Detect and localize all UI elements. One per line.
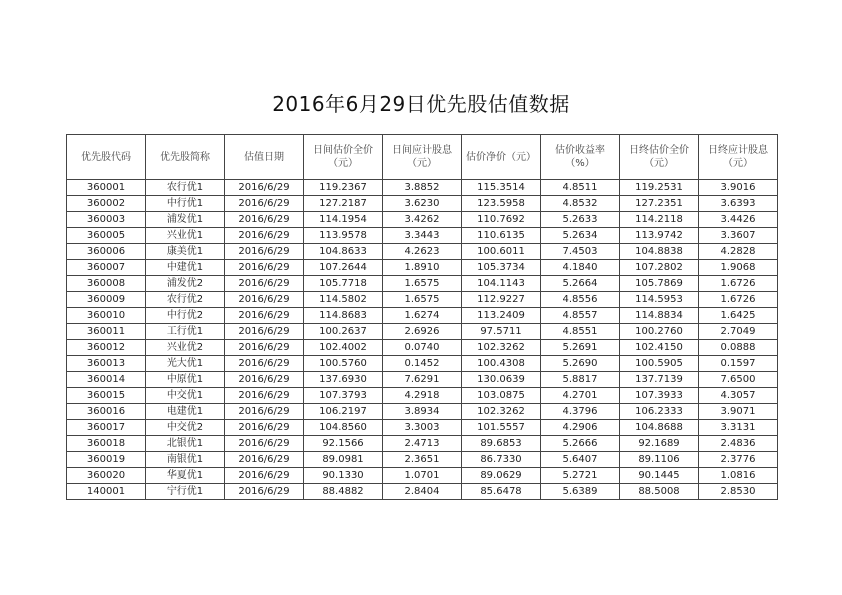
table-cell: 7.4503 (541, 244, 620, 260)
table-cell: 中交优1 (146, 388, 225, 404)
column-header-text: （%） (565, 158, 595, 169)
table-row (67, 420, 778, 436)
table-cell: 360007 (67, 260, 146, 276)
table-cell: 360016 (67, 404, 146, 420)
table-cell: 103.0875 (462, 388, 541, 404)
table-cell: 0.0740 (383, 340, 462, 356)
table-cell: 2016/6/29 (225, 324, 304, 340)
table-cell: 4.8556 (541, 292, 620, 308)
table-cell: 4.2906 (541, 420, 620, 436)
column-header-text: 日间应计股息 (392, 145, 452, 156)
table-row (67, 324, 778, 340)
table-cell: 中交优2 (146, 420, 225, 436)
table-cell: 360006 (67, 244, 146, 260)
table-cell: 3.3131 (699, 420, 778, 436)
table-cell: 1.9068 (699, 260, 778, 276)
table-cell: 4.8532 (541, 196, 620, 212)
table-cell: 1.0701 (383, 468, 462, 484)
table-cell: 100.6011 (462, 244, 541, 260)
table-cell: 农行优2 (146, 292, 225, 308)
table-cell: 2016/6/29 (225, 180, 304, 196)
table-cell: 89.6853 (462, 436, 541, 452)
table-cell: 2.3776 (699, 452, 778, 468)
table-row (67, 180, 778, 196)
table-cell: 2016/6/29 (225, 340, 304, 356)
table-cell: 1.0816 (699, 468, 778, 484)
table-cell: 3.4262 (383, 212, 462, 228)
table-row (67, 260, 778, 276)
table-cell: 1.6726 (699, 292, 778, 308)
column-header-text: 估价净价（元） (466, 151, 536, 163)
column-header-text: （元） (723, 158, 753, 169)
table-cell: 100.2760 (620, 324, 699, 340)
table-cell: 88.4882 (304, 484, 383, 500)
table-header-row (67, 135, 778, 180)
table-cell: 102.4002 (304, 340, 383, 356)
table-cell: 360019 (67, 452, 146, 468)
table-cell: 3.3443 (383, 228, 462, 244)
table-cell: 112.9227 (462, 292, 541, 308)
table-cell: 3.9016 (699, 180, 778, 196)
table-row (67, 404, 778, 420)
table-cell: 兴业优2 (146, 340, 225, 356)
table-row (67, 340, 778, 356)
table-cell: 南银优1 (146, 452, 225, 468)
column-header (146, 135, 225, 180)
table-cell: 北银优1 (146, 436, 225, 452)
table-cell: 127.2187 (304, 196, 383, 212)
column-header (620, 135, 699, 180)
table-row (67, 372, 778, 388)
table-cell: 2016/6/29 (225, 484, 304, 500)
table-cell: 100.5760 (304, 356, 383, 372)
table-cell: 2016/6/29 (225, 212, 304, 228)
table-cell: 360020 (67, 468, 146, 484)
table-cell: 2.8404 (383, 484, 462, 500)
table-cell: 360005 (67, 228, 146, 244)
table-cell: 4.8511 (541, 180, 620, 196)
table-cell: 106.2197 (304, 404, 383, 420)
valuation-table (66, 134, 778, 500)
table-cell: 110.6135 (462, 228, 541, 244)
column-header-text: 日终估价全价 (629, 145, 689, 156)
column-header (462, 135, 541, 180)
table-row (67, 196, 778, 212)
table-cell: 100.5905 (620, 356, 699, 372)
table-cell: 102.3262 (462, 340, 541, 356)
column-header (225, 135, 304, 180)
table-cell: 2016/6/29 (225, 420, 304, 436)
table-cell: 92.1689 (620, 436, 699, 452)
table-row (67, 468, 778, 484)
table-cell: 140001 (67, 484, 146, 500)
table-cell: 中建优1 (146, 260, 225, 276)
table-cell: 3.6230 (383, 196, 462, 212)
table-cell: 2.4713 (383, 436, 462, 452)
table-cell: 3.8852 (383, 180, 462, 196)
table-cell: 中行优1 (146, 196, 225, 212)
table-cell: 4.2701 (541, 388, 620, 404)
table-cell: 104.1143 (462, 276, 541, 292)
table-cell: 2016/6/29 (225, 308, 304, 324)
table-cell: 360009 (67, 292, 146, 308)
table-cell: 2.8530 (699, 484, 778, 500)
table-cell: 3.3607 (699, 228, 778, 244)
table-cell: 102.4150 (620, 340, 699, 356)
table-cell: 100.2637 (304, 324, 383, 340)
table-cell: 113.9742 (620, 228, 699, 244)
table-cell: 2016/6/29 (225, 292, 304, 308)
table-cell: 88.5008 (620, 484, 699, 500)
table-cell: 3.4426 (699, 212, 778, 228)
table-cell: 1.6575 (383, 292, 462, 308)
table-cell: 360001 (67, 180, 146, 196)
table-cell: 97.5711 (462, 324, 541, 340)
table-cell: 123.5958 (462, 196, 541, 212)
table-cell: 89.1106 (620, 452, 699, 468)
table-row (67, 212, 778, 228)
table-cell: 兴业优1 (146, 228, 225, 244)
table-cell: 7.6291 (383, 372, 462, 388)
column-header (67, 135, 146, 180)
table-cell: 2.3651 (383, 452, 462, 468)
table-cell: 华夏优1 (146, 468, 225, 484)
table-row (67, 228, 778, 244)
table-cell: 1.6425 (699, 308, 778, 324)
table-cell: 电建优1 (146, 404, 225, 420)
table-cell: 104.8688 (620, 420, 699, 436)
table-cell: 2016/6/29 (225, 436, 304, 452)
table-cell: 2016/6/29 (225, 244, 304, 260)
table-row (67, 484, 778, 500)
table-row (67, 388, 778, 404)
table-cell: 5.2690 (541, 356, 620, 372)
table-cell: 104.8560 (304, 420, 383, 436)
table-cell: 360011 (67, 324, 146, 340)
table-cell: 113.2409 (462, 308, 541, 324)
table-cell: 2016/6/29 (225, 260, 304, 276)
table-cell: 104.8633 (304, 244, 383, 260)
table-cell: 浦发优2 (146, 276, 225, 292)
table-row (67, 452, 778, 468)
table-cell: 2.7049 (699, 324, 778, 340)
table-cell: 119.2367 (304, 180, 383, 196)
table-cell: 102.3262 (462, 404, 541, 420)
table-cell: 360002 (67, 196, 146, 212)
column-header-text: 日间估价全价 (313, 145, 373, 156)
table-cell: 107.3933 (620, 388, 699, 404)
table-cell: 2016/6/29 (225, 228, 304, 244)
table-cell: 4.8557 (541, 308, 620, 324)
table-cell: 115.3514 (462, 180, 541, 196)
table-row (67, 436, 778, 452)
table-cell: 360012 (67, 340, 146, 356)
table-cell: 康美优1 (146, 244, 225, 260)
table-cell: 3.8934 (383, 404, 462, 420)
column-header (383, 135, 462, 180)
table-cell: 4.2623 (383, 244, 462, 260)
table-cell: 137.7139 (620, 372, 699, 388)
table-cell: 4.3796 (541, 404, 620, 420)
table-cell: 1.6575 (383, 276, 462, 292)
column-header-text: 估值日期 (244, 151, 284, 163)
table-row (67, 308, 778, 324)
table-row (67, 276, 778, 292)
column-header-text: 优先股简称 (160, 151, 210, 163)
table-cell: 7.6500 (699, 372, 778, 388)
table-cell: 2016/6/29 (225, 372, 304, 388)
table-cell: 5.2634 (541, 228, 620, 244)
table-cell: 105.7718 (304, 276, 383, 292)
table-cell: 114.8683 (304, 308, 383, 324)
table-cell: 107.3793 (304, 388, 383, 404)
table-cell: 107.2644 (304, 260, 383, 276)
table-cell: 1.6274 (383, 308, 462, 324)
table-cell: 100.4308 (462, 356, 541, 372)
table-cell: 110.7692 (462, 212, 541, 228)
table-cell: 119.2531 (620, 180, 699, 196)
table-cell: 5.2664 (541, 276, 620, 292)
table-row (67, 244, 778, 260)
table-cell: 4.3057 (699, 388, 778, 404)
table-cell: 105.3734 (462, 260, 541, 276)
table-cell: 2016/6/29 (225, 468, 304, 484)
table-cell: 89.0629 (462, 468, 541, 484)
table-cell: 0.0888 (699, 340, 778, 356)
table-cell: 106.2333 (620, 404, 699, 420)
page-title: 2016年6月29日优先股估值数据 (272, 92, 570, 116)
table-cell: 2.6926 (383, 324, 462, 340)
table-cell: 5.6407 (541, 452, 620, 468)
table-cell: 130.0639 (462, 372, 541, 388)
table-cell: 3.6393 (699, 196, 778, 212)
table-cell: 4.8551 (541, 324, 620, 340)
column-header-text: 估价收益率 (555, 145, 605, 156)
column-header (699, 135, 778, 180)
table-row (67, 356, 778, 372)
column-header-text: 日终应计股息 (708, 145, 768, 156)
table-cell: 360014 (67, 372, 146, 388)
table-cell: 2016/6/29 (225, 404, 304, 420)
table-cell: 0.1597 (699, 356, 778, 372)
table-cell: 浦发优1 (146, 212, 225, 228)
table-cell: 360010 (67, 308, 146, 324)
table-cell: 4.1840 (541, 260, 620, 276)
table-cell: 114.5953 (620, 292, 699, 308)
table-cell: 90.1330 (304, 468, 383, 484)
table-cell: 工行优1 (146, 324, 225, 340)
table-cell: 3.9071 (699, 404, 778, 420)
table-cell: 5.2721 (541, 468, 620, 484)
table-cell: 2.4836 (699, 436, 778, 452)
table-cell: 107.2802 (620, 260, 699, 276)
table-cell: 89.0981 (304, 452, 383, 468)
table-cell: 5.2691 (541, 340, 620, 356)
table-cell: 0.1452 (383, 356, 462, 372)
table-cell: 5.6389 (541, 484, 620, 500)
table-cell: 1.6726 (699, 276, 778, 292)
table-cell: 宁行优1 (146, 484, 225, 500)
table-row (67, 292, 778, 308)
table-cell: 360008 (67, 276, 146, 292)
table-cell: 114.2118 (620, 212, 699, 228)
table-cell: 4.2828 (699, 244, 778, 260)
column-header-text: （元） (644, 158, 674, 169)
table-cell: 92.1566 (304, 436, 383, 452)
table-cell: 90.1445 (620, 468, 699, 484)
table-cell: 中行优2 (146, 308, 225, 324)
table-cell: 127.2351 (620, 196, 699, 212)
table-cell: 114.1954 (304, 212, 383, 228)
table-cell: 360017 (67, 420, 146, 436)
table-cell: 360003 (67, 212, 146, 228)
table-cell: 137.6930 (304, 372, 383, 388)
table-cell: 中原优1 (146, 372, 225, 388)
table-cell: 101.5557 (462, 420, 541, 436)
table-cell: 360015 (67, 388, 146, 404)
table-cell: 4.2918 (383, 388, 462, 404)
table-cell: 农行优1 (146, 180, 225, 196)
table-cell: 2016/6/29 (225, 452, 304, 468)
column-header-text: 优先股代码 (81, 151, 131, 163)
table-cell: 85.6478 (462, 484, 541, 500)
column-header-text: （元） (328, 158, 358, 169)
table-cell: 113.9578 (304, 228, 383, 244)
table-cell: 2016/6/29 (225, 196, 304, 212)
column-header (304, 135, 383, 180)
table-cell: 114.5802 (304, 292, 383, 308)
table-cell: 114.8834 (620, 308, 699, 324)
table-cell: 5.8817 (541, 372, 620, 388)
column-header (541, 135, 620, 180)
table-cell: 2016/6/29 (225, 276, 304, 292)
table-cell: 360013 (67, 356, 146, 372)
column-header-text: （元） (407, 158, 437, 169)
table-cell: 3.3003 (383, 420, 462, 436)
table-cell: 105.7869 (620, 276, 699, 292)
table-cell: 360018 (67, 436, 146, 452)
table-cell: 5.2633 (541, 212, 620, 228)
table-cell: 2016/6/29 (225, 388, 304, 404)
table-cell: 5.2666 (541, 436, 620, 452)
table-cell: 104.8838 (620, 244, 699, 260)
table-cell: 1.8910 (383, 260, 462, 276)
table-cell: 光大优1 (146, 356, 225, 372)
table-cell: 2016/6/29 (225, 356, 304, 372)
table-cell: 86.7330 (462, 452, 541, 468)
